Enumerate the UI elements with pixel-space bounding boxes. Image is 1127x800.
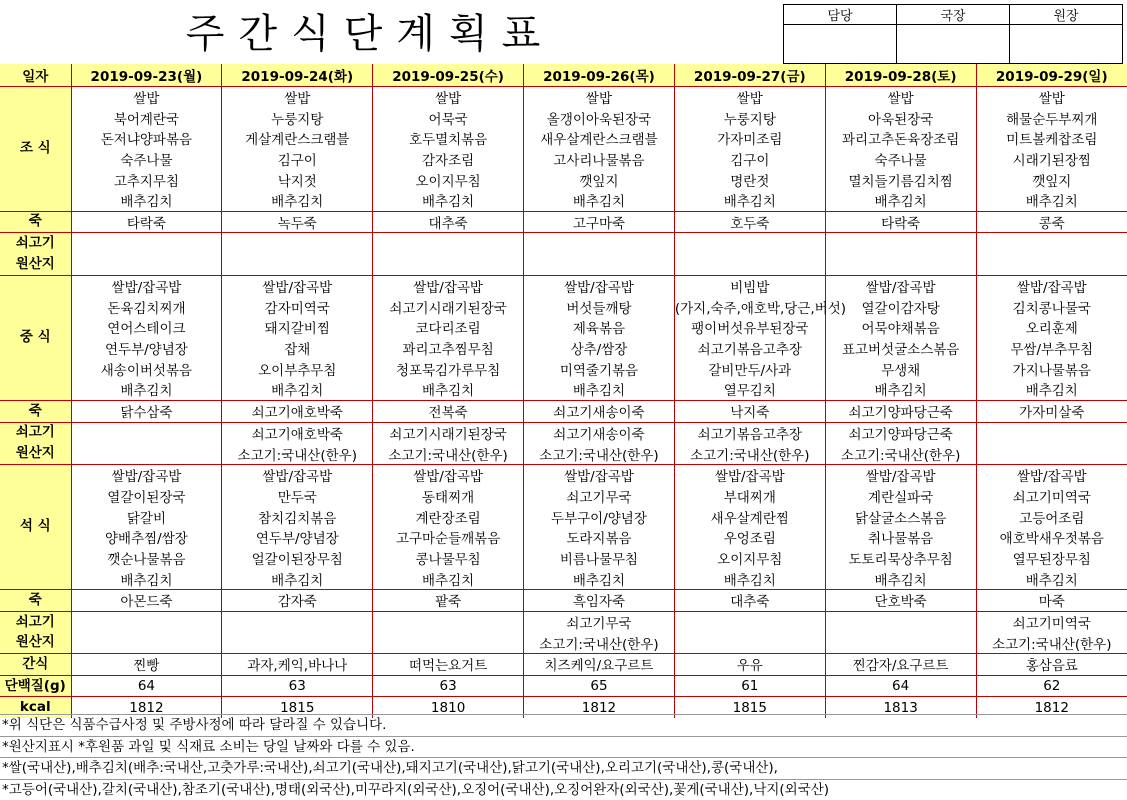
porridge-item: 팥죽 bbox=[373, 590, 524, 612]
snack-item: 떠먹는요거트 bbox=[373, 654, 524, 676]
menu-item: 배추김치 bbox=[674, 190, 825, 211]
snack-item: 과자,케익,바나나 bbox=[222, 654, 373, 676]
porridge-item: 호두죽 bbox=[674, 211, 825, 233]
menu-item: 쌀밥/잡곡밥 bbox=[825, 275, 976, 296]
origin-item: 쇠고기양파당근죽 bbox=[825, 422, 976, 443]
menu-item: 쌀밥 bbox=[524, 86, 675, 107]
menu-item: 명란젓 bbox=[674, 169, 825, 190]
origin-item bbox=[222, 254, 373, 275]
origin-item bbox=[674, 233, 825, 254]
menu-item: 비름나물무침 bbox=[524, 548, 675, 569]
origin-item bbox=[373, 254, 524, 275]
kcal-label: kcal bbox=[0, 697, 71, 718]
menu-item: 배추김치 bbox=[71, 190, 222, 211]
menu-item: 멸치들기름김치찜 bbox=[825, 169, 976, 190]
menu-item: 도라지볶음 bbox=[524, 527, 675, 548]
menu-item: 돈저냐양파볶음 bbox=[71, 128, 222, 149]
beef-origin-label: 쇠고기 bbox=[0, 422, 71, 443]
porridge-item: 쇠고기애호박죽 bbox=[222, 400, 373, 422]
beef-origin-label: 쇠고기 bbox=[0, 611, 71, 632]
protein-value: 61 bbox=[674, 675, 825, 697]
beef-origin-label: 원산지 bbox=[0, 443, 71, 464]
menu-item: 가자미조림 bbox=[674, 128, 825, 149]
menu-item: 배추김치 bbox=[976, 190, 1127, 211]
menu-item: 갈비만두/사과 bbox=[674, 358, 825, 379]
date-header: 2019-09-23(월) bbox=[71, 64, 222, 86]
porridge-item: 흑임자죽 bbox=[524, 590, 675, 612]
origin-item bbox=[674, 632, 825, 653]
menu-item: 쌀밥/잡곡밥 bbox=[825, 464, 976, 485]
menu-item: 배추김치 bbox=[524, 568, 675, 589]
menu-item: 무생채 bbox=[825, 358, 976, 379]
dinner-label: 석 식 bbox=[0, 464, 71, 589]
protein-value: 63 bbox=[373, 675, 524, 697]
menu-item: 새우살계란스크램블 bbox=[524, 128, 675, 149]
origin-item: 쇠고기볶음고추장 bbox=[674, 422, 825, 443]
menu-item: 배추김치 bbox=[976, 379, 1127, 400]
menu-item: 쌀밥/잡곡밥 bbox=[71, 275, 222, 296]
menu-item: 쌀밥 bbox=[825, 86, 976, 107]
menu-item: 김치콩나물국 bbox=[976, 296, 1127, 317]
menu-item: 쇠고기무국 bbox=[524, 486, 675, 507]
menu-item: 배추김치 bbox=[825, 190, 976, 211]
menu-item: 깻잎지 bbox=[976, 169, 1127, 190]
menu-item: 표고버섯굴소스볶음 bbox=[825, 338, 976, 359]
porridge-item: 쇠고기새송이죽 bbox=[524, 400, 675, 422]
menu-item: 고등어조림 bbox=[976, 506, 1127, 527]
menu-item: 닭갈비 bbox=[71, 506, 222, 527]
date-header: 2019-09-24(화) bbox=[222, 64, 373, 86]
protein-value: 62 bbox=[976, 675, 1127, 697]
origin-item: 쇠고기시래기된장국 bbox=[373, 422, 524, 443]
beef-origin-label: 쇠고기 bbox=[0, 233, 71, 254]
porridge-item: 감자죽 bbox=[222, 590, 373, 612]
date-header: 2019-09-27(금) bbox=[674, 64, 825, 86]
menu-item: 배추김치 bbox=[71, 568, 222, 589]
menu-item: 쌀밥/잡곡밥 bbox=[976, 464, 1127, 485]
menu-item: 깻잎지 bbox=[524, 169, 675, 190]
porridge-item: 마죽 bbox=[976, 590, 1127, 612]
kcal-value: 1810 bbox=[373, 697, 524, 718]
origin-item bbox=[71, 632, 222, 653]
menu-item: 쇠고기시래기된장국 bbox=[373, 296, 524, 317]
origin-item bbox=[373, 611, 524, 632]
menu-item: 열무김치 bbox=[674, 379, 825, 400]
porridge-item: 아몬드죽 bbox=[71, 590, 222, 612]
menu-item: 부대찌개 bbox=[674, 486, 825, 507]
menu-item: 계란장조림 bbox=[373, 506, 524, 527]
approval-header: 담당 bbox=[784, 5, 897, 25]
menu-item: 배추김치 bbox=[373, 379, 524, 400]
menu-item: 쌀밥/잡곡밥 bbox=[674, 464, 825, 485]
menu-item: 배추김치 bbox=[222, 568, 373, 589]
origin-item bbox=[71, 443, 222, 464]
menu-item: 배추김치 bbox=[976, 568, 1127, 589]
origin-item bbox=[825, 233, 976, 254]
menu-item: 참치김치볶음 bbox=[222, 506, 373, 527]
origin-item bbox=[222, 632, 373, 653]
menu-item: 게살계란스크램블 bbox=[222, 128, 373, 149]
menu-item: 오이지무침 bbox=[674, 548, 825, 569]
note-line: *쌀(국내산),배추김치(배추:국내산,고춧가루:국내산),쇠고기(국내산),돼지고기(국내산),닭고기(국내산),오리고기(국내산),콩(국내산), bbox=[0, 757, 1127, 779]
menu-item: 열갈이된장국 bbox=[71, 486, 222, 507]
porridge-item: 가자미살죽 bbox=[976, 400, 1127, 422]
menu-item: 돼지갈비찜 bbox=[222, 317, 373, 338]
menu-item: 어묵국 bbox=[373, 107, 524, 128]
menu-item: 쇠고기볶음고추장 bbox=[674, 338, 825, 359]
kcal-value: 1813 bbox=[825, 697, 976, 718]
approval-box bbox=[783, 4, 1123, 64]
origin-item bbox=[976, 233, 1127, 254]
menu-item: 쌀밥/잡곡밥 bbox=[373, 464, 524, 485]
origin-item bbox=[71, 254, 222, 275]
protein-label: 단백질(g) bbox=[0, 675, 71, 697]
menu-item: 배추김치 bbox=[222, 379, 373, 400]
origin-item bbox=[524, 233, 675, 254]
menu-item: 제육볶음 bbox=[524, 317, 675, 338]
origin-item bbox=[222, 233, 373, 254]
menu-item: 오리훈제 bbox=[976, 317, 1127, 338]
menu-item: 팽이버섯유부된장국 bbox=[674, 317, 825, 338]
origin-item bbox=[71, 233, 222, 254]
menu-item: 꽈리고추돈육장조림 bbox=[825, 128, 976, 149]
origin-item bbox=[222, 611, 373, 632]
menu-item: 쌀밥/잡곡밥 bbox=[373, 275, 524, 296]
kcal-value: 1815 bbox=[674, 697, 825, 718]
menu-item: 코다리조림 bbox=[373, 317, 524, 338]
note-line: *원산지표시 *후원품 과일 및 식재료 소비는 당일 날짜와 다를 수 있음. bbox=[0, 736, 1127, 758]
porridge-label: 죽 bbox=[0, 590, 71, 612]
origin-item bbox=[976, 422, 1127, 443]
menu-item: 오이부추무침 bbox=[222, 358, 373, 379]
porridge-item: 전복죽 bbox=[373, 400, 524, 422]
origin-item: 쇠고기미역국 bbox=[976, 611, 1127, 632]
date-header-label: 일자 bbox=[0, 64, 71, 86]
menu-item: 쇠고기미역국 bbox=[976, 486, 1127, 507]
menu-item: 쌀밥/잡곡밥 bbox=[524, 275, 675, 296]
approval-header: 국장 bbox=[897, 5, 1010, 25]
porridge-item: 쇠고기양파당근죽 bbox=[825, 400, 976, 422]
menu-item: 쌀밥/잡곡밥 bbox=[524, 464, 675, 485]
menu-item: 연두부/양념장 bbox=[222, 527, 373, 548]
kcal-value: 1812 bbox=[71, 697, 222, 718]
menu-item: 배추김치 bbox=[524, 379, 675, 400]
menu-item: 어묵야채볶음 bbox=[825, 317, 976, 338]
approval-sign-cell[interactable] bbox=[784, 25, 897, 64]
origin-item: 쇠고기애호박죽 bbox=[222, 422, 373, 443]
protein-value: 65 bbox=[524, 675, 675, 697]
porridge-item: 단호박죽 bbox=[825, 590, 976, 612]
menu-item: 올갱이아욱된장국 bbox=[524, 107, 675, 128]
porridge-item: 닭수삼죽 bbox=[71, 400, 222, 422]
menu-item: (가지,숙주,애호박,당근,버섯) bbox=[674, 296, 825, 317]
menu-item: 고구마순들깨볶음 bbox=[373, 527, 524, 548]
menu-item: 계란실파국 bbox=[825, 486, 976, 507]
menu-item: 배추김치 bbox=[825, 568, 976, 589]
origin-item: 소고기:국내산(한우) bbox=[674, 443, 825, 464]
menu-item: 배추김치 bbox=[373, 568, 524, 589]
notes bbox=[0, 714, 1127, 800]
beef-origin-label: 원산지 bbox=[0, 632, 71, 653]
menu-item: 쌀밥/잡곡밥 bbox=[71, 464, 222, 485]
breakfast-label: 조 식 bbox=[0, 86, 71, 211]
menu-item: 버섯들깨탕 bbox=[524, 296, 675, 317]
origin-item: 소고기:국내산(한우) bbox=[524, 632, 675, 653]
note-line: *위 식단은 식품수급사정 및 주방사정에 따라 달라질 수 있습니다. bbox=[0, 714, 1127, 736]
menu-item: 연두부/양념장 bbox=[71, 338, 222, 359]
porridge-item: 낙지죽 bbox=[674, 400, 825, 422]
porridge-item: 대추죽 bbox=[674, 590, 825, 612]
menu-item: 열갈이감자탕 bbox=[825, 296, 976, 317]
menu-item: 잡채 bbox=[222, 338, 373, 359]
menu-item: 양배추찜/쌈장 bbox=[71, 527, 222, 548]
menu-item: 콩나물무침 bbox=[373, 548, 524, 569]
menu-item: 낙지젓 bbox=[222, 169, 373, 190]
protein-value: 64 bbox=[825, 675, 976, 697]
date-header: 2019-09-26(목) bbox=[524, 64, 675, 86]
menu-item: 쌀밥/잡곡밥 bbox=[976, 275, 1127, 296]
menu-table bbox=[0, 64, 1127, 718]
origin-item: 소고기:국내산(한우) bbox=[524, 443, 675, 464]
menu-item: 돈육김치찌개 bbox=[71, 296, 222, 317]
note-line: *고등어(국내산),갈치(국내산),참조기(국내산),명태(외국산),미꾸라지(외국산),오징어(국내산),오징어완자(외국산),꽃게(국내산),낙지(외국산) bbox=[0, 779, 1127, 800]
porridge-item: 타락죽 bbox=[825, 211, 976, 233]
menu-item: 시래기된장찜 bbox=[976, 149, 1127, 170]
menu-item: 애호박새우젓볶음 bbox=[976, 527, 1127, 548]
menu-item: 배추김치 bbox=[825, 379, 976, 400]
menu-item: 닭살굴소스볶음 bbox=[825, 506, 976, 527]
approval-sign-cell[interactable] bbox=[1010, 25, 1123, 64]
menu-item: 호두멸치볶음 bbox=[373, 128, 524, 149]
origin-item: 쇠고기새송이죽 bbox=[524, 422, 675, 443]
snack-item: 찐감자/요구르트 bbox=[825, 654, 976, 676]
menu-item: 감자조림 bbox=[373, 149, 524, 170]
origin-item bbox=[825, 611, 976, 632]
menu-item: 김구이 bbox=[674, 149, 825, 170]
porridge-label: 죽 bbox=[0, 400, 71, 422]
origin-item bbox=[825, 632, 976, 653]
menu-item: 쌀밥 bbox=[373, 86, 524, 107]
menu-item: 배추김치 bbox=[524, 190, 675, 211]
menu-item: 쌀밥 bbox=[222, 86, 373, 107]
menu-item: 두부구이/양념장 bbox=[524, 506, 675, 527]
origin-item bbox=[71, 422, 222, 443]
menu-item: 쌀밥 bbox=[976, 86, 1127, 107]
snack-item: 우유 bbox=[674, 654, 825, 676]
kcal-value: 1812 bbox=[524, 697, 675, 718]
origin-item bbox=[373, 632, 524, 653]
menu-item: 미트볼케찹조림 bbox=[976, 128, 1127, 149]
menu-item: 비빔밥 bbox=[674, 275, 825, 296]
menu-item: 배추김치 bbox=[222, 190, 373, 211]
menu-item: 쌀밥/잡곡밥 bbox=[222, 464, 373, 485]
menu-item: 숙주나물 bbox=[71, 149, 222, 170]
approval-sign-cell[interactable] bbox=[897, 25, 1010, 64]
menu-item: 배추김치 bbox=[373, 190, 524, 211]
protein-value: 63 bbox=[222, 675, 373, 697]
snack-label: 간식 bbox=[0, 654, 71, 676]
menu-item: 연어스테이크 bbox=[71, 317, 222, 338]
porridge-item: 대추죽 bbox=[373, 211, 524, 233]
origin-item: 쇠고기무국 bbox=[524, 611, 675, 632]
origin-item bbox=[373, 233, 524, 254]
menu-item: 쌀밥/잡곡밥 bbox=[222, 275, 373, 296]
porridge-item: 콩죽 bbox=[976, 211, 1127, 233]
menu-item: 만두국 bbox=[222, 486, 373, 507]
menu-item: 북어계란국 bbox=[71, 107, 222, 128]
porridge-item: 타락죽 bbox=[71, 211, 222, 233]
kcal-value: 1815 bbox=[222, 697, 373, 718]
menu-item: 열무된장무침 bbox=[976, 548, 1127, 569]
porridge-item: 녹두죽 bbox=[222, 211, 373, 233]
snack-item: 찐빵 bbox=[71, 654, 222, 676]
origin-item bbox=[674, 611, 825, 632]
menu-item: 고추지무침 bbox=[71, 169, 222, 190]
origin-item: 소고기:국내산(한우) bbox=[222, 443, 373, 464]
menu-item: 오이지무침 bbox=[373, 169, 524, 190]
menu-item: 쌀밥 bbox=[674, 86, 825, 107]
menu-item: 숙주나물 bbox=[825, 149, 976, 170]
protein-value: 64 bbox=[71, 675, 222, 697]
menu-item: 쌀밥 bbox=[71, 86, 222, 107]
porridge-label: 죽 bbox=[0, 211, 71, 233]
menu-item: 취나물볶음 bbox=[825, 527, 976, 548]
date-header: 2019-09-25(수) bbox=[373, 64, 524, 86]
kcal-value: 1812 bbox=[976, 697, 1127, 718]
origin-item bbox=[825, 254, 976, 275]
menu-item: 해물순두부찌개 bbox=[976, 107, 1127, 128]
date-header: 2019-09-28(토) bbox=[825, 64, 976, 86]
origin-item bbox=[976, 254, 1127, 275]
menu-item: 누룽지탕 bbox=[222, 107, 373, 128]
menu-item: 감자미역국 bbox=[222, 296, 373, 317]
menu-item: 새우살계란찜 bbox=[674, 506, 825, 527]
menu-item: 동태찌개 bbox=[373, 486, 524, 507]
menu-item: 깻순나물볶음 bbox=[71, 548, 222, 569]
menu-item: 고사리나물볶음 bbox=[524, 149, 675, 170]
approval-header: 원장 bbox=[1010, 5, 1123, 25]
origin-item bbox=[674, 254, 825, 275]
menu-item: 우엉조림 bbox=[674, 527, 825, 548]
menu-item: 얼갈이된장무침 bbox=[222, 548, 373, 569]
origin-item: 소고기:국내산(한우) bbox=[976, 632, 1127, 653]
menu-item: 꽈리고추찜무침 bbox=[373, 338, 524, 359]
menu-item: 청포묵김가루무침 bbox=[373, 358, 524, 379]
menu-item: 새송이버섯볶음 bbox=[71, 358, 222, 379]
porridge-item: 고구마죽 bbox=[524, 211, 675, 233]
origin-item bbox=[524, 254, 675, 275]
menu-item: 미역줄기볶음 bbox=[524, 358, 675, 379]
menu-item: 무쌈/부추무침 bbox=[976, 338, 1127, 359]
menu-item: 김구이 bbox=[222, 149, 373, 170]
menu-item: 도토리묵상추무침 bbox=[825, 548, 976, 569]
menu-item: 상추/쌈장 bbox=[524, 338, 675, 359]
menu-item: 누룽지탕 bbox=[674, 107, 825, 128]
menu-item: 가지나물볶음 bbox=[976, 358, 1127, 379]
origin-item: 소고기:국내산(한우) bbox=[825, 443, 976, 464]
snack-item: 치즈케익/요구르트 bbox=[524, 654, 675, 676]
menu-item: 배추김치 bbox=[674, 568, 825, 589]
lunch-label: 중 식 bbox=[0, 275, 71, 400]
beef-origin-label: 원산지 bbox=[0, 254, 71, 275]
menu-item: 아욱된장국 bbox=[825, 107, 976, 128]
origin-item bbox=[976, 443, 1127, 464]
origin-item: 소고기:국내산(한우) bbox=[373, 443, 524, 464]
menu-item: 배추김치 bbox=[71, 379, 222, 400]
page-title: 주간식단계획표 bbox=[60, 8, 680, 60]
origin-item bbox=[71, 611, 222, 632]
snack-item: 홍삼음료 bbox=[976, 654, 1127, 676]
date-header: 2019-09-29(일) bbox=[976, 64, 1127, 86]
